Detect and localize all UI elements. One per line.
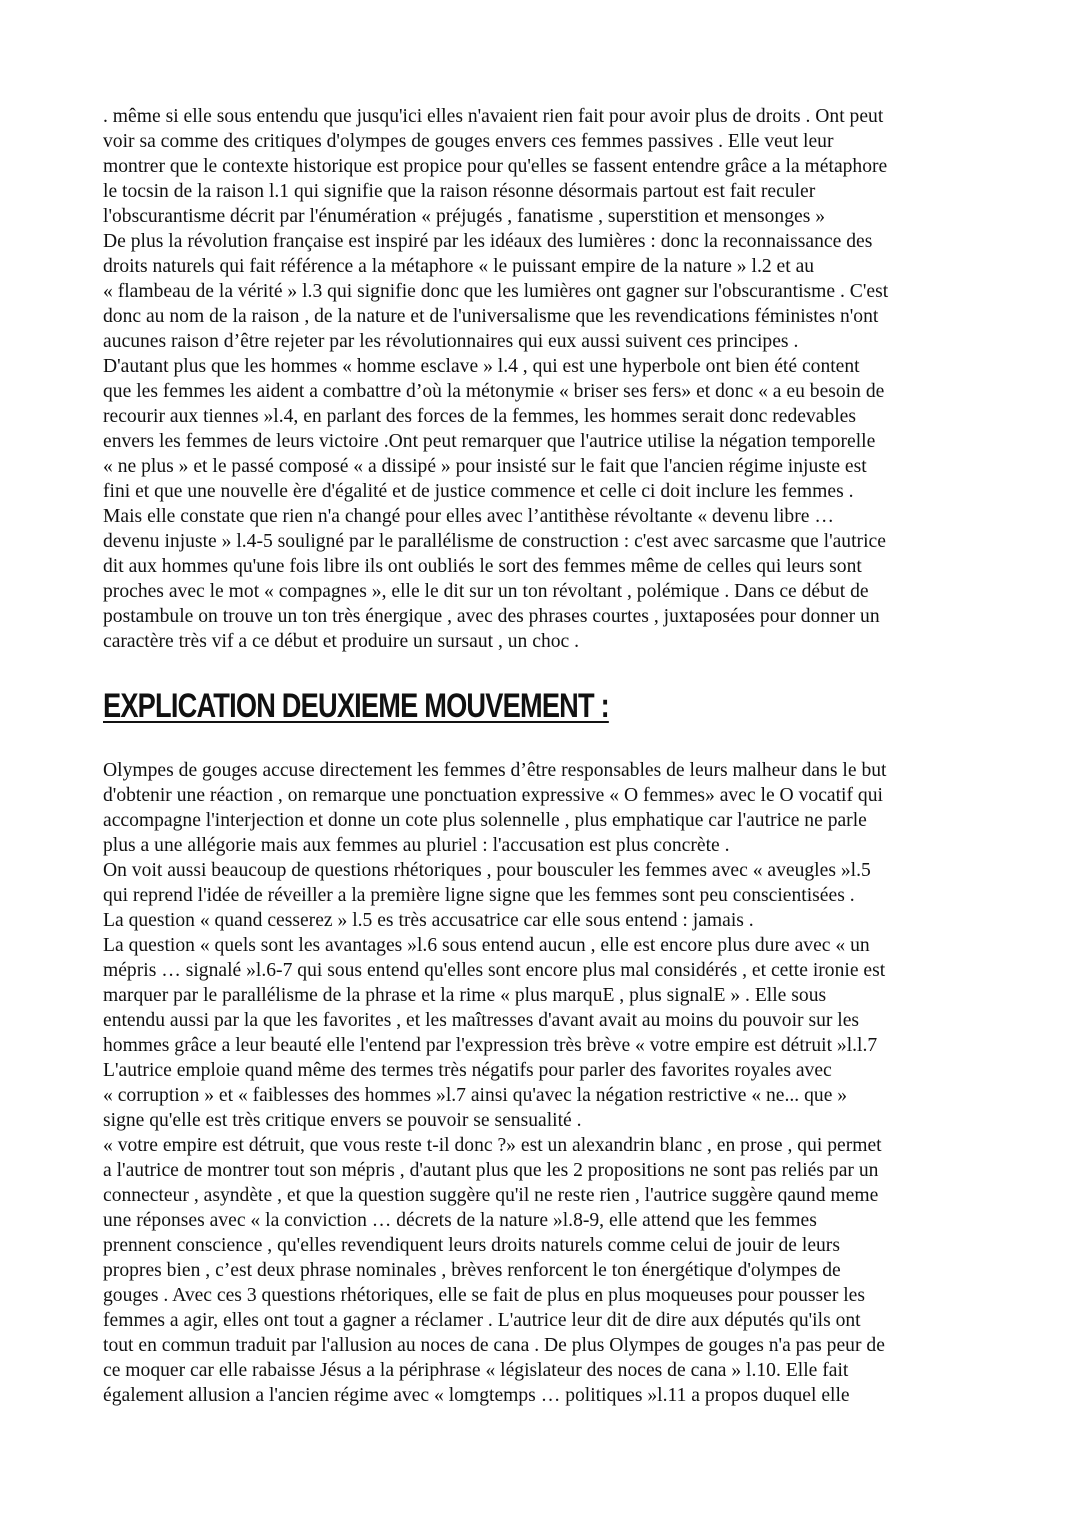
text-line: recourir aux tiennes »l.4, en parlant des forces de la femmes, les hommes serait donc redevables (103, 406, 856, 427)
text-line: fini et que une nouvelle ère d'égalité et de justice commence et celle ci doit inclure les femmes . (103, 481, 854, 502)
text-line: « flambeau de la vérité » l.3 qui signifie donc que les lumières ont gagner sur l'obscurantisme . C'est (103, 281, 889, 302)
text-line: L'autrice emploie quand même des termes très négatifs pour parler des favorites royales avec (103, 1060, 832, 1081)
text-line: propres bien , c’est deux phrase nominales , brèves renforcent le ton énergétique d'olympes de (103, 1260, 841, 1281)
text-line: une réponses avec « la conviction … décrets de la nature »l.8-9, elle attend que les femmes (103, 1210, 817, 1231)
text-line: dit aux hommes qu'une fois libre ils ont oubliés le sort des femmes même de celles qui leurs sont (103, 556, 862, 577)
text-line: entendu aussi par la que les favorites , et les maîtresses d'avant avait au moins du pouvoir sur les (103, 1010, 860, 1031)
text-line: mépris … signalé »l.6-7 qui sous entend qu'elles sont encore plus mal considérés , et cette ironie est (103, 960, 886, 981)
text-line: marquer par le parallélisme de la phrase et la rime « plus marquE , plus signalE » . Elle sous (103, 985, 827, 1006)
text-line: l'obscurantisme décrit par l'énumération « préjugés , fanatisme , superstition et mensonges » (103, 206, 826, 227)
text-line: envers les femmes de leurs victoire .Ont peut remarquer que l'autrice utilise la négation temporelle (103, 431, 876, 452)
text-line: postambule on trouve un ton très énergique , avec des phrases courtes , juxtaposées pour donner un (103, 606, 880, 627)
text-line: a l'autrice de montrer tout son mépris , d'autant plus que les 2 propositions ne sont pas reliés par un (103, 1160, 879, 1181)
text-line: connecteur , asyndète , et que la question suggère qu'il ne reste rien , l'autrice suggère qaund meme (103, 1185, 879, 1206)
text-line: devenu injuste » l.4-5 souligné par le parallélisme de construction : c'est avec sarcasme que l'autrice (103, 531, 886, 552)
text-line: que les femmes les aident a combattre d’où la métonymie « briser ses fers» et donc « a eu besoin de (103, 381, 885, 402)
text-line: On voit aussi beaucoup de questions rhétoriques , pour bousculer les femmes avec « aveugles »l.5 (103, 860, 871, 881)
text-line: montrer que le contexte historique est propice pour qu'elles se fassent entendre grâce a la métaphore (103, 156, 888, 177)
text-line: tout en commun traduit par l'allusion au noces de cana . De plus Olympes de gouges n'a pas peur de (103, 1335, 885, 1356)
text-line: accompagne l'interjection et donne un cote plus solennelle , plus emphatique car l'autrice ne parle (103, 810, 867, 831)
text-line: qui reprend l'idée de réveiller a la première ligne signe que les femmes sont peu conscientisées . (103, 885, 855, 906)
text-line: hommes grâce a leur beauté elle l'entend par l'expression très brève « votre empire est détruit »l.l.7 (103, 1035, 878, 1056)
paragraph-first-movement (103, 104, 993, 654)
text-line: La question « quels sont les avantages »l.6 sous entend aucun , elle est encore plus dure avec « un (103, 935, 870, 956)
text-line: signe qu'elle est très critique envers se pouvoir se sensualité . (103, 1110, 582, 1131)
section-heading: EXPLICATION DEUXIEME MOUVEMENT : (103, 687, 609, 725)
text-line: aucunes raison d’être rejeter par les révolutionnaires qui eux aussi suivent ces principes . (103, 331, 799, 352)
text-line: . même si elle sous entendu que jusqu'ici elles n'avaient rien fait pour avoir plus de droits . Ont peut (103, 106, 884, 127)
text-line: le tocsin de la raison l.1 qui signifie que la raison résonne désormais partout est fait reculer (103, 181, 816, 202)
text-line: « ne plus » et le passé composé « a dissipé » pour insisté sur le fait que l'ancien régime injuste est (103, 456, 867, 477)
text-line: Olympes de gouges accuse directement les femmes d’être responsables de leurs malheur dans le but (103, 760, 887, 781)
text-line: caractère très vif a ce début et produire un sursaut , un choc . (103, 631, 580, 652)
text-line: La question « quand cesserez » l.5 es très accusatrice car elle sous entend : jamais . (103, 910, 754, 931)
text-line: D'autant plus que les hommes « homme esclave » l.4 , qui est une hyperbole ont bien été content (103, 356, 860, 377)
text-line: proches avec le mot « compagnes », elle le dit sur un ton révoltant , polémique . Dans ce début de (103, 581, 869, 602)
text-line: Mais elle constate que rien n'a changé pour elles avec l’antithèse révoltante « devenu libre … (103, 506, 834, 527)
text-line: plus a une allégorie mais aux femmes au pluriel : l'accusation est plus concrète . (103, 835, 730, 856)
text-line: prennent conscience , qu'elles revendiquent leurs droits naturels comme celui de jouir de leurs (103, 1235, 840, 1256)
text-line: « corruption » et « faiblesses des hommes »l.7 ainsi qu'avec la négation restrictive « ne... que » (103, 1085, 848, 1106)
text-line: « votre empire est détruit, que vous reste t-il donc ?» est un alexandrin blanc , en prose , qui permet (103, 1135, 882, 1156)
text-line: ce moquer car elle rabaisse Jésus a la périphrase « législateur des noces de cana » l.10. Elle fait (103, 1360, 849, 1381)
text-line: De plus la révolution française est inspiré par les idéaux des lumières : donc la reconnaissance des (103, 231, 873, 252)
text-line: également allusion a l'ancien régime avec « lomgtemps … politiques »l.11 a propos duquel elle (103, 1385, 850, 1406)
text-line: d'obtenir une réaction , on remarque une ponctuation expressive « O femmes» avec le O vocatif qui (103, 785, 883, 806)
text-line: femmes a agir, elles ont tout a gagner a réclamer . L'autrice leur dit de dire aux députés qu'ils ont (103, 1310, 861, 1331)
text-line: gouges . Avec ces 3 questions rhétoriques, elle se fait de plus en plus moqueuses pour pousser les (103, 1285, 866, 1306)
text-line: droits naturels qui fait référence a la métaphore « le puissant empire de la nature » l.2 et au (103, 256, 815, 277)
text-line: voir sa comme des critiques d'olympes de gouges envers ces femmes passives . Elle veut leur (103, 131, 834, 152)
text-line: donc au nom de la raison , de la nature et de l'universalisme que les revendications féministes n'ont (103, 306, 879, 327)
paragraph-second-movement (103, 758, 993, 1408)
